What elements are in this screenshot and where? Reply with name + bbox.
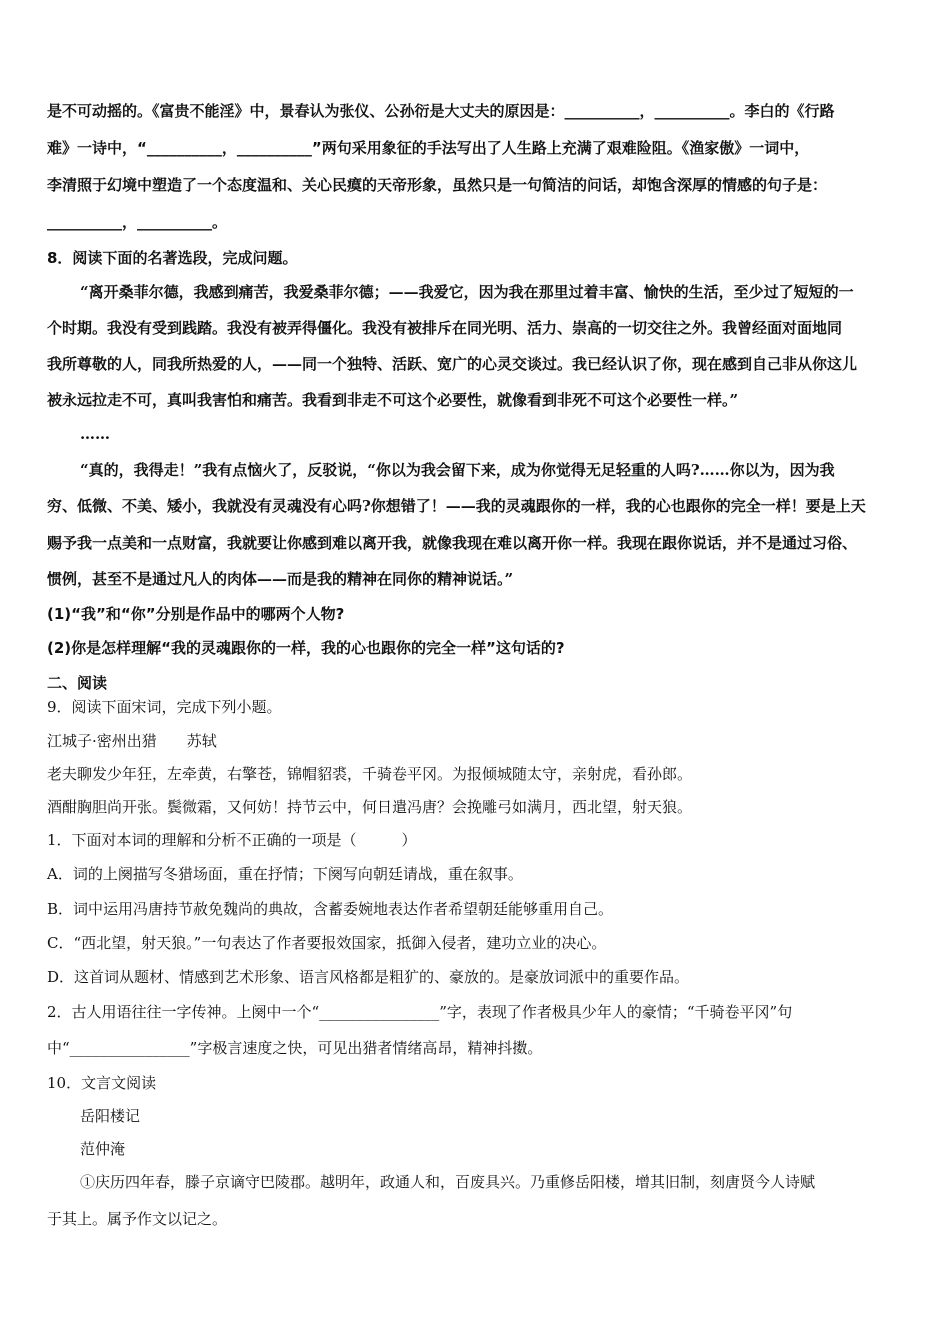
- q10-essay-title: 岳阳楼记: [80, 1107, 141, 1125]
- q8-ellipsis: ……: [80, 425, 110, 443]
- q8-passage1-line-2: 个时期。我没有受到践踏。我没有被弄得僵化。我没有被排斥在同光明、活力、崇高的一切交往之外。我曾经面对面地同: [47, 319, 843, 337]
- top-paragraph-line-4: __________，__________。: [47, 213, 228, 231]
- q9-option-b: B．词中运用冯唐持节赦免魏尚的典故，含蓄委婉地表达作者希望朝廷能够重用自己。: [47, 900, 614, 918]
- q9-question-2-line-1: 2．古人用语往往一字传神。上阕中一个“________________”字，表现了作者极具少年人的豪情；“千骑卷平冈”句: [47, 1003, 793, 1021]
- q8-title: 8．阅读下面的名著选段，完成问题。: [47, 249, 298, 267]
- q8-passage1-line-3: 我所尊敬的人，同我所热爱的人，——同一个独特、活跃、宽广的心灵交谈过。我已经认识了你，现在感到自己非从你这儿: [47, 355, 858, 373]
- q9-poem-title: 江城子·密州出猎 苏轼: [47, 732, 217, 750]
- q10-paragraph-1-line-1: ①庆历四年春，滕子京谪守巴陵郡。越明年，政通人和，百废具兴。乃重修岳阳楼，增其旧制，刻唐贤今人诗赋: [80, 1173, 816, 1191]
- top-paragraph-line-1: 是不可动摇的。《富贵不能淫》中，景春认为张仪、公孙衍是大丈夫的原因是：__________，__________。李白的《行路: [47, 102, 835, 120]
- q8-passage1-line-4: 被永远拉走不可，真叫我害怕和痛苦。我看到非走不可这个必要性，就像看到非死不可这个必要性一样。”: [47, 391, 739, 409]
- section-heading: 二、阅读: [47, 674, 108, 692]
- q9-option-d: D．这首词从题材、情感到艺术形象、语言风格都是粗犷的、豪放的。是豪放词派中的重要作品。: [47, 968, 690, 986]
- top-paragraph-line-2: 难》一诗中，“__________，__________”两句采用象征的手法写出了人生路上充满了艰难险阻。《渔家傲》一词中，: [47, 139, 810, 157]
- q8-sub-question-1: (1)“我”和“你”分别是作品中的哪两个人物?: [47, 605, 345, 623]
- q8-passage2-line-4: 惯例，甚至不是通过凡人的肉体——而是我的精神在同你的精神说话。”: [47, 570, 514, 588]
- q10-title: 10．文言文阅读: [47, 1074, 157, 1092]
- q9-question-1: 1．下面对本词的理解和分析不正确的一项是（ ）: [47, 831, 417, 849]
- q9-question-2-line-2: 中“________________”字极言速度之快，可见出猎者情绪高昂，精神抖擞。: [47, 1039, 543, 1057]
- q8-passage2-line-1: “真的，我得走！”我有点恼火了，反驳说，“你以为我会留下来，成为你觉得无足轻重的人吗?……你以为，因为我: [80, 461, 835, 479]
- q10-author: 范仲淹: [80, 1140, 126, 1158]
- q9-poem-line-1: 老夫聊发少年狂，左牵黄，右擎苍，锦帽貂裘，千骑卷平冈。为报倾城随太守，亲射虎，看孙郎。: [47, 765, 693, 783]
- q8-passage2-line-2: 穷、低微、不美、矮小，我就没有灵魂没有心吗?你想错了！——我的灵魂跟你的一样，我的心也跟你的完全一样！要是上天: [47, 497, 866, 515]
- q9-poem-line-2: 酒酣胸胆尚开张。鬓微霜，又何妨！持节云中，何日遣冯唐？会挽雕弓如满月，西北望，射天狼。: [47, 798, 693, 816]
- q9-title: 9．阅读下面宋词，完成下列小题。: [47, 698, 282, 716]
- q9-option-a: A．词的上阕描写冬猎场面，重在抒情；下阕写向朝廷请战，重在叙事。: [47, 865, 523, 883]
- q8-passage1-line-1: “离开桑菲尔德，我感到痛苦，我爱桑菲尔德；——我爱它，因为我在那里过着丰富、愉快的生活，至少过了短短的一: [80, 283, 854, 301]
- q8-passage2-line-3: 赐予我一点美和一点财富，我就要让你感到难以离开我，就像我现在难以离开你一样。我现在跟你说话，并不是通过习俗、: [47, 534, 858, 552]
- top-paragraph-line-3: 李清照于幻境中塑造了一个态度温和、关心民瘼的天帝形象，虽然只是一句简洁的问话，却饱含深厚的情感的句子是：: [47, 176, 828, 194]
- q8-sub-question-2: (2)你是怎样理解“我的灵魂跟你的一样，我的心也跟你的完全一样”这句话的?: [47, 639, 565, 657]
- q10-paragraph-1-line-2: 于其上。属予作文以记之。: [47, 1210, 228, 1228]
- q9-option-c: C．“西北望，射天狼。”一句表达了作者要报效国家，抵御入侵者，建功立业的决心。: [47, 934, 607, 952]
